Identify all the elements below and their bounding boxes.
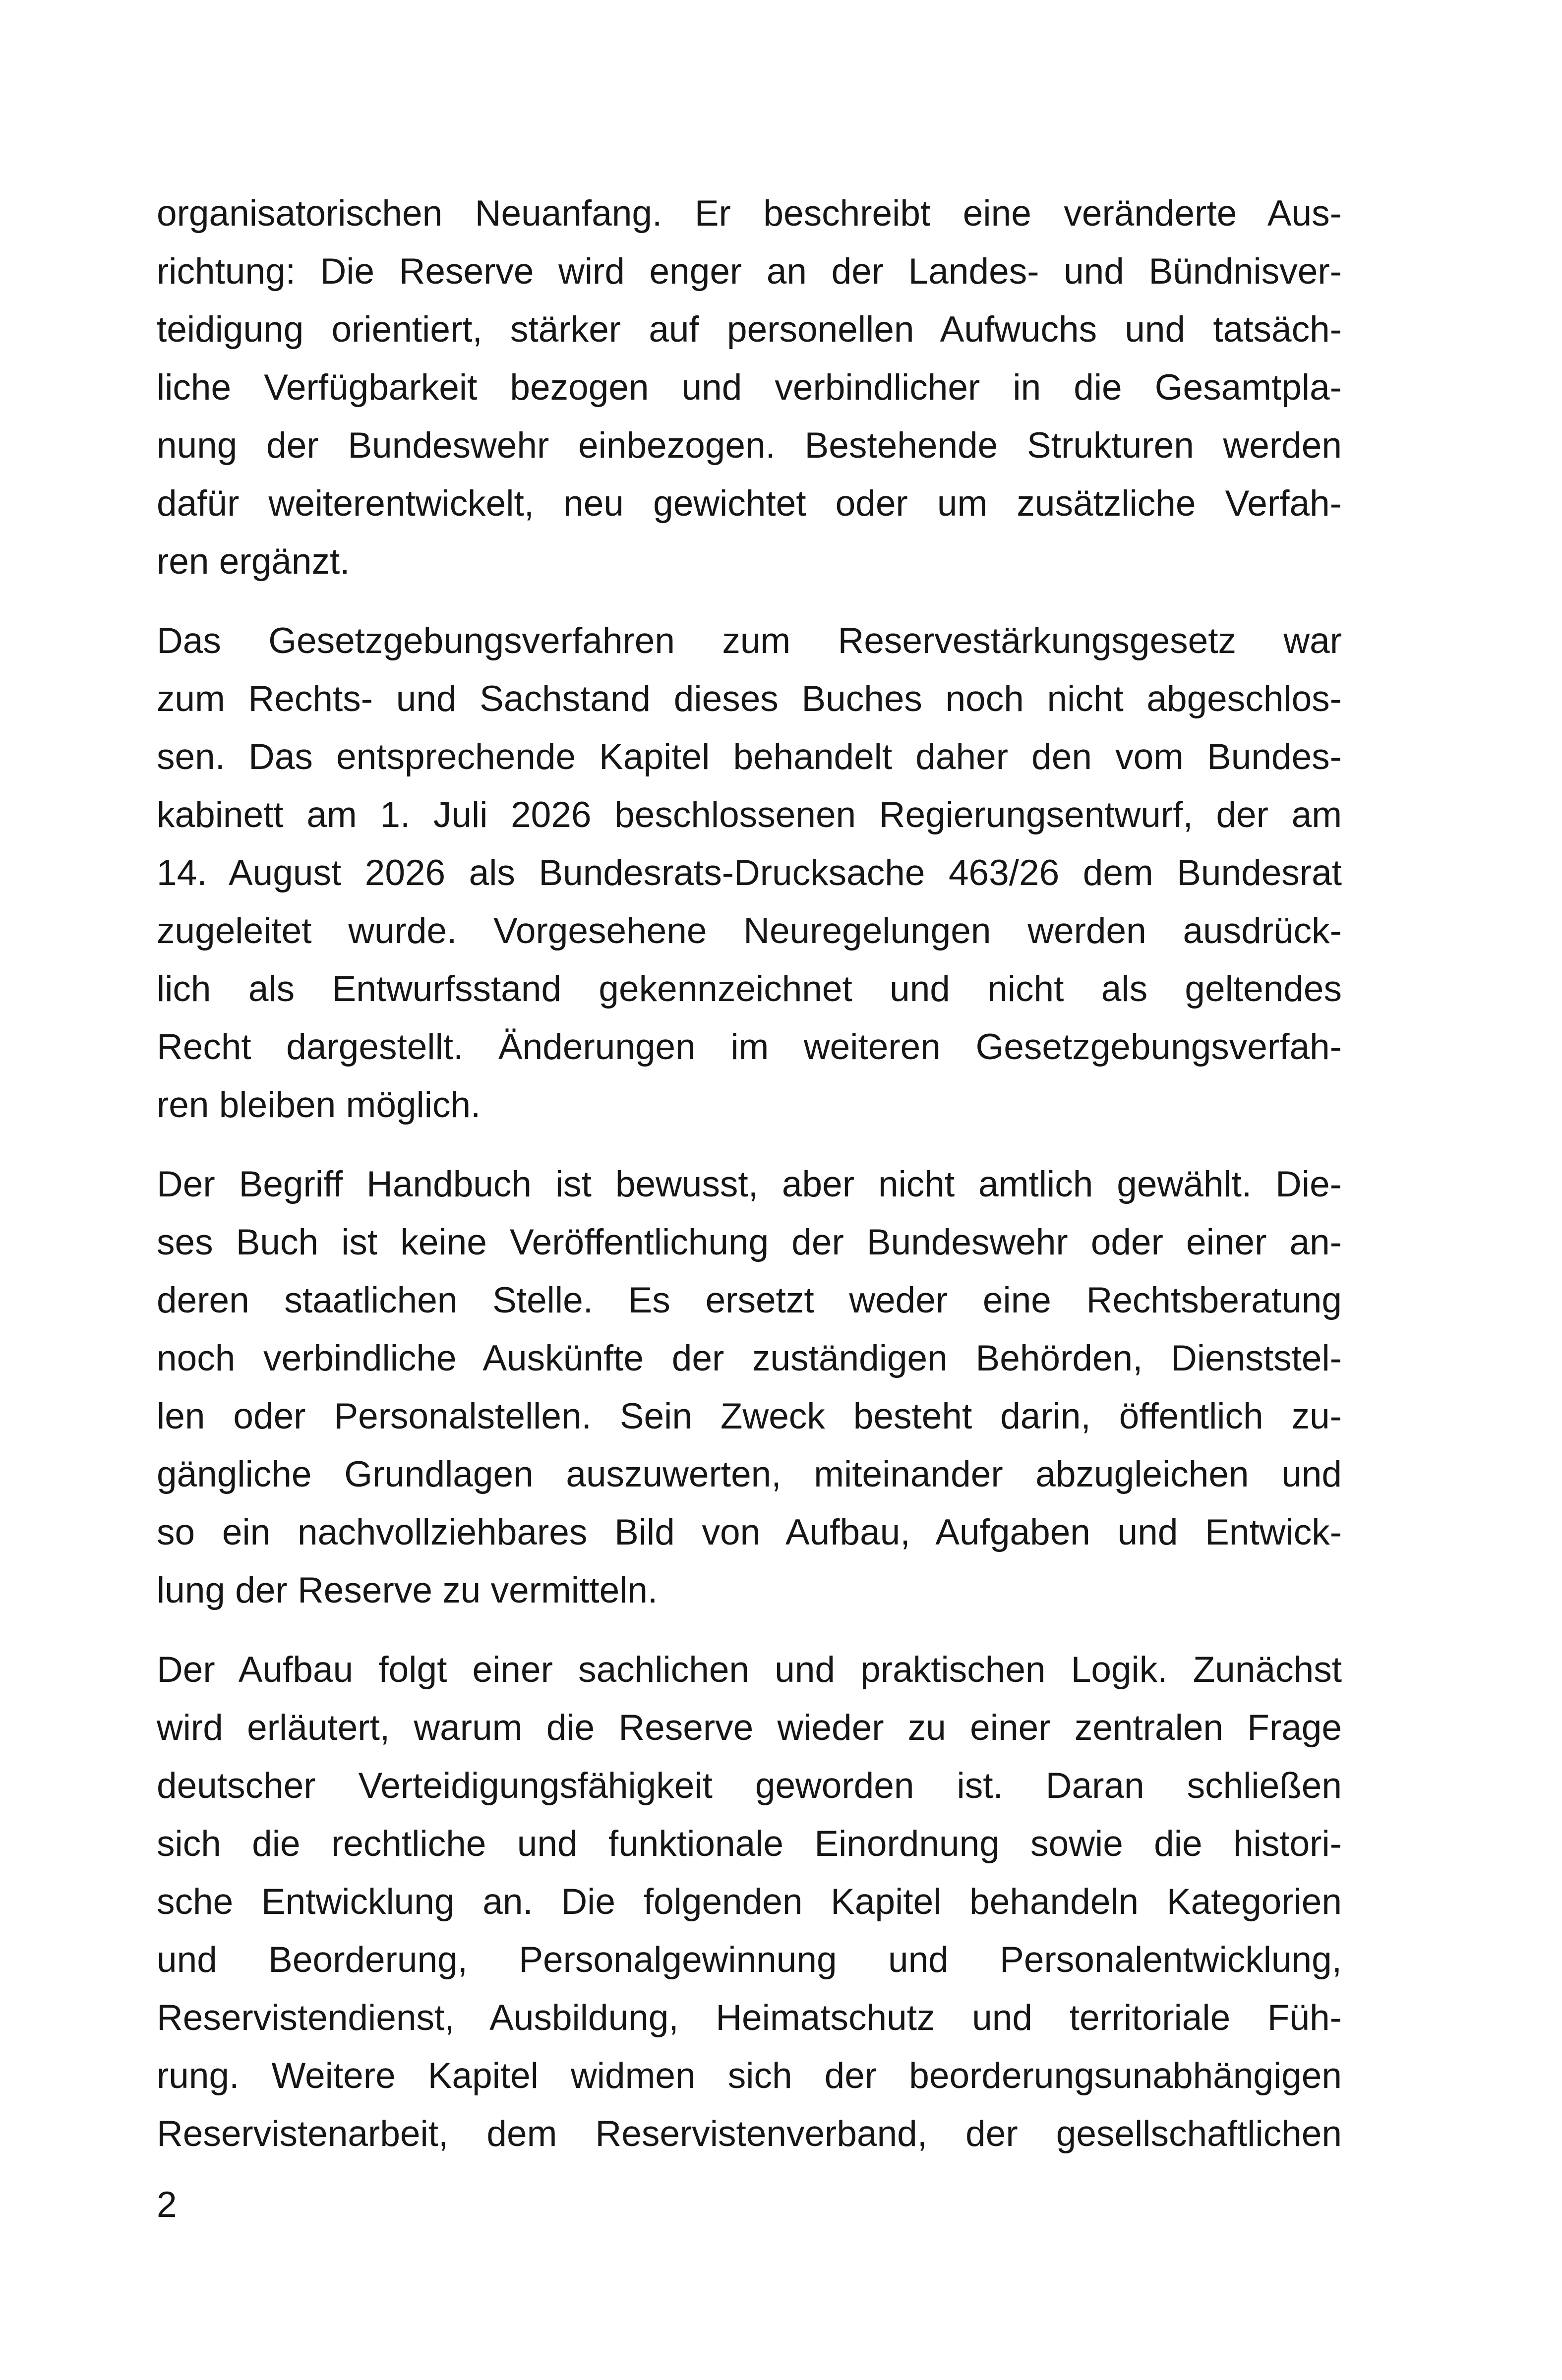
text-line: sche Entwicklung an. Die folgenden Kapitel behandeln Kategorien [157, 1882, 1342, 1922]
text-line: 14. August 2026 als Bundesrats-Drucksache 463/26 dem Bundesrat [157, 853, 1342, 893]
text-line: liche Verfügbarkeit bezogen und verbindlicher in die Gesamtpla- [157, 367, 1342, 408]
text-line: noch verbindliche Auskünfte der zuständigen Behörden, Dienststel- [157, 1338, 1342, 1378]
paragraph [157, 184, 1342, 591]
text-line: deren staatlichen Stelle. Es ersetzt weder eine Rechtsberatung [157, 1280, 1342, 1320]
text-line: Der Begriff Handbuch ist bewusst, aber nicht amtlich gewählt. Die- [157, 1164, 1342, 1204]
text-line: Reservistenarbeit, dem Reservistenverband, der gesellschaftlichen [157, 2114, 1342, 2154]
text-line: kabinett am 1. Juli 2026 beschlossenen Regierungsentwurf, der am [157, 795, 1342, 835]
text-line: lung der Reserve zu vermitteln. [157, 1570, 658, 1610]
text-line: len oder Personalstellen. Sein Zweck besteht darin, öffentlich zu- [157, 1396, 1342, 1436]
paragraph [157, 1155, 1342, 1619]
paragraph [157, 612, 1342, 1134]
text-line: Der Aufbau folgt einer sachlichen und praktischen Logik. Zunächst [157, 1650, 1342, 1690]
text-line: organisatorischen Neuanfang. Er beschreibt eine veränderte Aus- [157, 193, 1342, 234]
text-line: ren bleiben möglich. [157, 1085, 481, 1125]
text-line: sen. Das entsprechende Kapitel behandelt daher den vom Bundes- [157, 737, 1342, 777]
text-line: und Beorderung, Personalgewinnung und Personalentwicklung, [157, 1940, 1342, 1980]
text-line: rung. Weitere Kapitel widmen sich der beorderungsunabhängigen [157, 2056, 1342, 2096]
text-line: zum Rechts- und Sachstand dieses Buches noch nicht abgeschlos- [157, 679, 1342, 719]
text-line: Recht dargestellt. Änderungen im weiteren Gesetzgebungsverfah- [157, 1027, 1342, 1067]
text-line: sich die rechtliche und funktionale Einordnung sowie die histori- [157, 1824, 1342, 1864]
text-line: Reservistendienst, Ausbildung, Heimatschutz und territoriale Füh- [157, 1998, 1342, 2038]
body-text [157, 184, 1342, 2184]
text-line: dafür weiterentwickelt, neu gewichtet oder um zusätzliche Verfah- [157, 483, 1342, 524]
paragraph [157, 1641, 1342, 2163]
page-number: 2 [157, 2185, 177, 2225]
text-line: zugeleitet wurde. Vorgesehene Neuregelungen werden ausdrück- [157, 911, 1342, 951]
text-line: teidigung orientiert, stärker auf personellen Aufwuchs und tatsäch- [157, 309, 1342, 350]
text-line: wird erläutert, warum die Reserve wieder zu einer zentralen Frage [157, 1708, 1342, 1748]
text-line: gängliche Grundlagen auszuwerten, miteinander abzugleichen und [157, 1454, 1342, 1494]
text-line: ren ergänzt. [157, 541, 350, 582]
text-line: so ein nachvollziehbares Bild von Aufbau, Aufgaben und Entwick- [157, 1512, 1342, 1552]
text-line: nung der Bundeswehr einbezogen. Bestehende Strukturen werden [157, 425, 1342, 466]
text-line: lich als Entwurfsstand gekennzeichnet und nicht als geltendes [157, 969, 1342, 1009]
text-line: deutscher Verteidigungsfähigkeit geworden ist. Daran schließen [157, 1766, 1342, 1806]
text-line: richtung: Die Reserve wird enger an der Landes- und Bündnisver- [157, 251, 1342, 292]
text-line: Das Gesetzgebungsverfahren zum Reservestärkungsgesetz war [157, 621, 1342, 661]
text-line: ses Buch ist keine Veröffentlichung der Bundeswehr oder einer an- [157, 1222, 1342, 1262]
